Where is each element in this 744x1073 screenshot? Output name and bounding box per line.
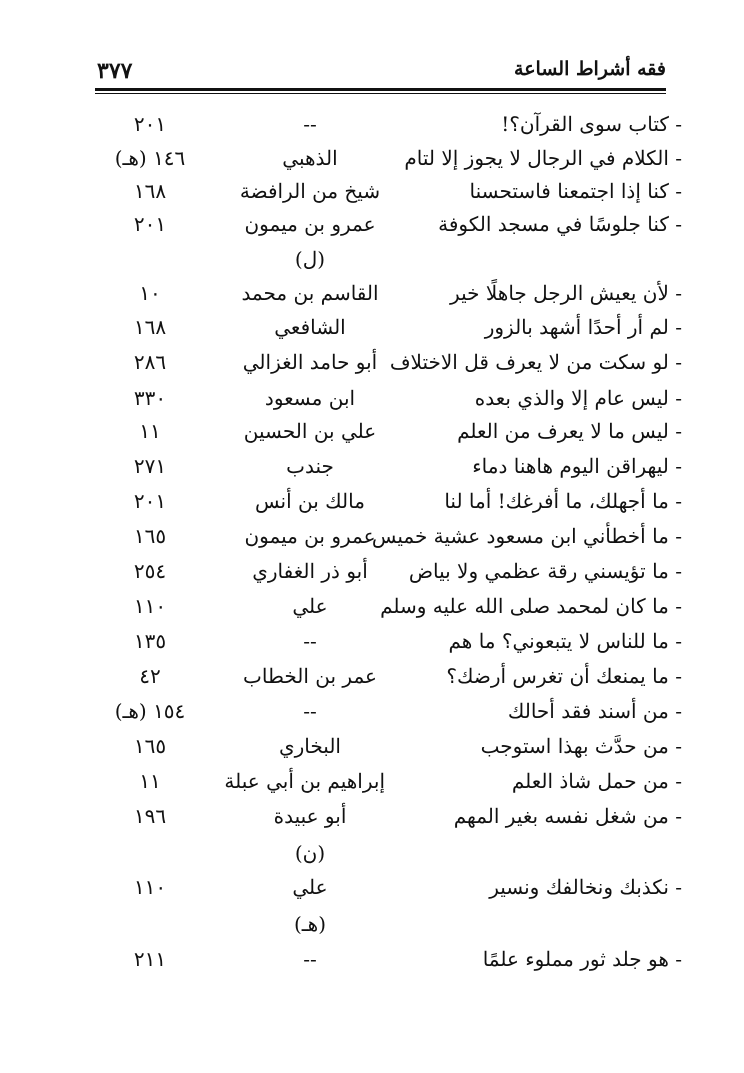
athar-text: - ما أخطأني ابن مسعود عشية خميس (371, 524, 682, 548)
index-row (95, 769, 682, 801)
section-letter: (هـ) (293, 912, 326, 936)
running-title: فقه أشراط الساعة (514, 58, 666, 80)
page-number: ٣٧٧ (97, 58, 133, 84)
index-row (95, 489, 682, 521)
athar-text: - ما يمنعك أن تغرس أرضك؟ (446, 664, 682, 688)
narrator-name: الشافعي (274, 315, 346, 339)
page-reference: ١٦٥ (133, 524, 167, 548)
athar-text: - لم أر أحدًا أشهد بالزور (484, 315, 682, 339)
page-reference: ١٦٨ (133, 315, 167, 339)
page-reference: ١٦٥ (133, 734, 167, 758)
page-reference: ١١ (139, 769, 161, 793)
narrator-name: البخاري (278, 734, 341, 758)
page-reference: ١٠ (139, 281, 161, 305)
athar-text: - الكلام في الرجال لا يجوز إلا لتام (404, 146, 682, 170)
index-row (95, 281, 682, 313)
athar-text: - ما كان لمحمد صلى الله عليه وسلم (380, 594, 682, 618)
section-letter: (ن) (294, 841, 326, 865)
index-row (95, 386, 682, 418)
narrator-name: -- (303, 699, 317, 723)
athar-text: - لأن يعيش الرجل جاهلًا خير (450, 281, 682, 305)
narrator-name: القاسم بن محمد (241, 281, 379, 305)
narrator-name: أبو عبيدة (273, 804, 347, 828)
narrator-name: علي (292, 594, 328, 618)
index-row (95, 734, 682, 766)
index-row (95, 875, 682, 907)
athar-text: - ما للناس لا يتبعوني؟ ما هم (448, 629, 682, 653)
narrator-name: -- (303, 947, 317, 971)
page-reference: ١١٠ (133, 594, 167, 618)
athar-text: - كنا إذا اجتمعنا فاستحسنا (469, 179, 682, 203)
athar-text: - كنا جلوسًا في مسجد الكوفة (438, 212, 682, 236)
page-header (95, 52, 666, 88)
narrator-name: -- (303, 629, 317, 653)
athar-text: - نكذبك ونخالفك ونسير (489, 875, 682, 899)
index-row (95, 315, 682, 347)
page-reference: ١٦٨ (133, 179, 167, 203)
athar-text: - ليس ما لا يعرف من العلم (457, 419, 682, 443)
narrator-name: ابن مسعود (264, 386, 356, 410)
athar-text: - ما أجهلك، ما أفرغك! أما لنا (444, 489, 682, 513)
narrator-name: علي بن الحسين (243, 419, 377, 443)
page-reference: ٣٣٠ (133, 386, 167, 410)
page-reference: ٢٠١ (133, 112, 167, 136)
page-reference: ٢٠١ (133, 212, 167, 236)
page-reference: ٤٢ (139, 664, 161, 688)
athar-text: - من حدَّث بهذا استوجب (480, 734, 682, 758)
index-row (95, 629, 682, 661)
page-reference: ٢٥٤ (133, 559, 167, 583)
header-rule (95, 88, 666, 94)
narrator-name: أبو حامد الغزالي (242, 350, 378, 374)
index-row (95, 419, 682, 451)
athar-text: - ما تؤيسني رقة عظمي ولا بياض (408, 559, 682, 583)
narrator-name: عمرو بن ميمون (244, 524, 376, 548)
index-row (95, 559, 682, 591)
athar-text: - من أسند فقد أحالك (507, 699, 682, 723)
index-row (95, 524, 682, 556)
athar-text: - من شغل نفسه بغير المهم (453, 804, 682, 828)
narrator-name: الذهبي (282, 146, 338, 170)
section-heading-row (95, 841, 682, 873)
page-reference: ١٣٥ (133, 629, 167, 653)
index-row (95, 179, 682, 211)
index-row (95, 664, 682, 696)
athar-text: - ليس عام إلا والذي بعده (474, 386, 682, 410)
index-row (95, 454, 682, 486)
index-row (95, 947, 682, 979)
index-row (95, 699, 682, 731)
page-reference: ١١ (139, 419, 161, 443)
index-row (95, 350, 682, 382)
page-reference: ٢٨٦ (133, 350, 167, 374)
page-reference: ٢١١ (133, 947, 167, 971)
narrator-name: مالك بن أنس (255, 489, 365, 513)
athar-text: - لو سكت من لا يعرف قل الاختلاف (389, 350, 682, 374)
narrator-name: علي (292, 875, 328, 899)
athar-text: - من حمل شاذ العلم (511, 769, 682, 793)
section-heading-row (95, 912, 682, 944)
section-heading-row (95, 247, 682, 279)
index-row (95, 804, 682, 836)
athar-text: - كتاب سوى القرآن؟! (501, 112, 682, 136)
index-row (95, 112, 682, 144)
narrator-name: عمرو بن ميمون (244, 212, 376, 236)
page-reference: ٢٠١ (133, 489, 167, 513)
index-row (95, 594, 682, 626)
narrator-name: أبو ذر الغفاري (252, 559, 368, 583)
narrator-name: شيخ من الرافضة (239, 179, 381, 203)
athar-text: - هو جلد ثور مملوء علمًا (482, 947, 682, 971)
page-reference: ٢٧١ (133, 454, 167, 478)
index-row (95, 146, 682, 178)
narrator-name: إبراهيم بن أبي عبلة (224, 769, 385, 793)
index-row (95, 212, 682, 244)
narrator-name: -- (303, 112, 317, 136)
section-letter: (ل) (294, 247, 326, 271)
page-reference: ١٤٦ (هـ) (114, 146, 186, 170)
athar-text: - ليهراقن اليوم هاهنا دماء (472, 454, 682, 478)
narrator-name: جندب (286, 454, 334, 478)
narrator-name: عمر بن الخطاب (243, 664, 377, 688)
page-reference: ١٥٤ (هـ) (114, 699, 186, 723)
page-reference: ١١٠ (133, 875, 167, 899)
page-reference: ١٩٦ (133, 804, 167, 828)
